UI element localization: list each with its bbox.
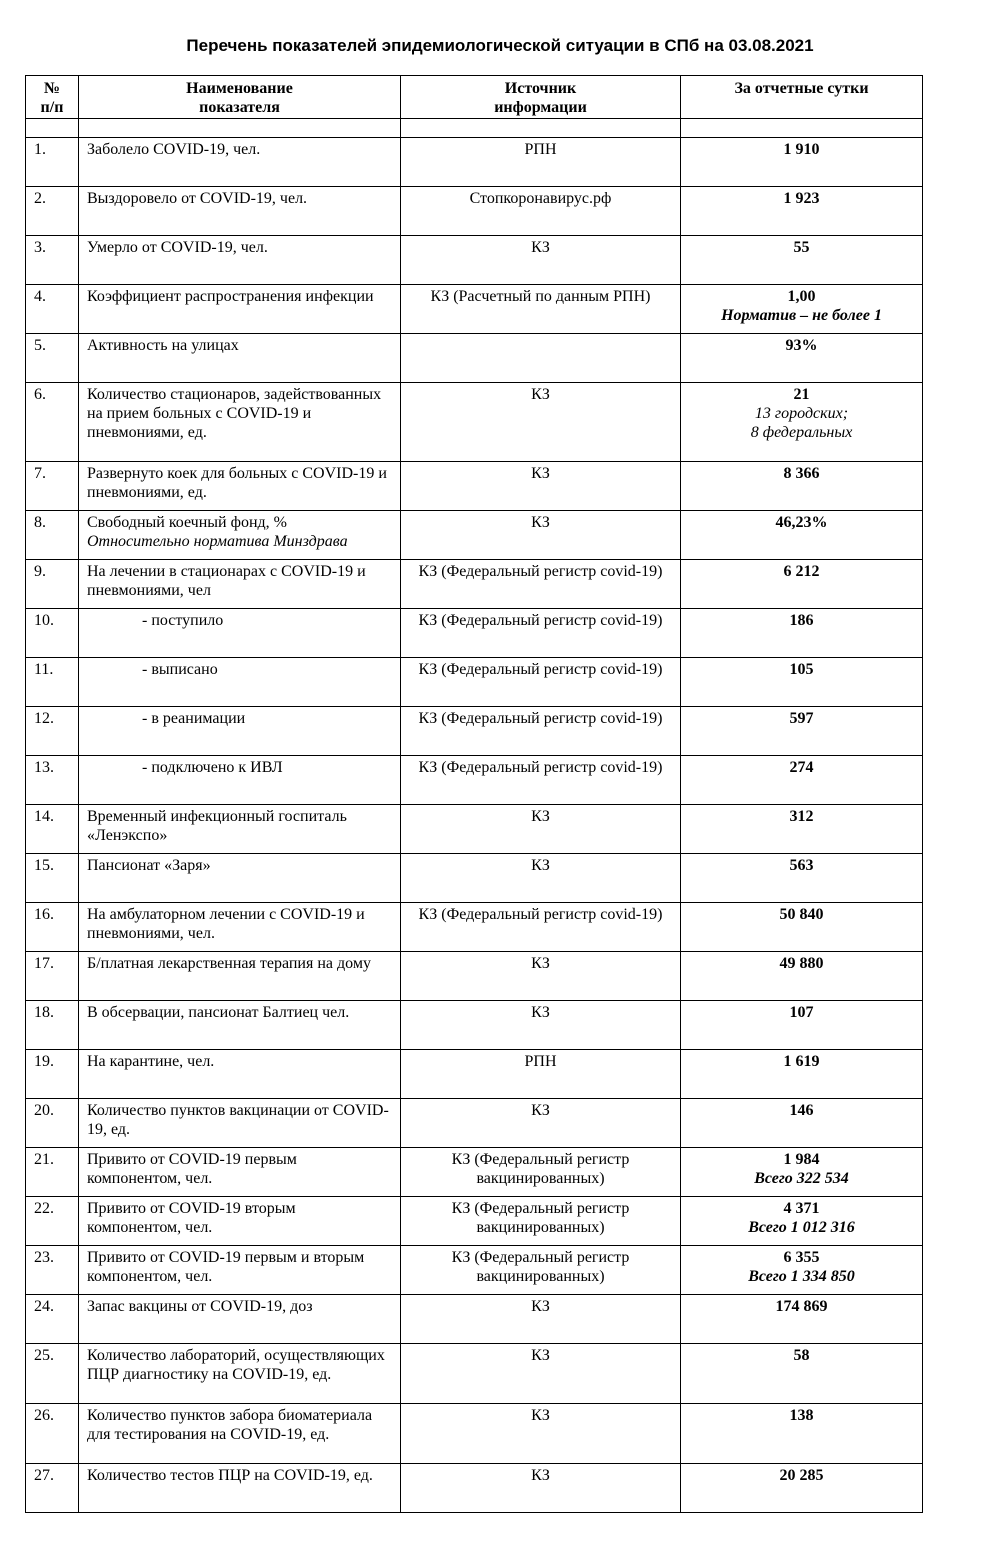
indicator-name-text: Свободный коечный фонд, % <box>87 514 287 531</box>
table-row <box>26 903 923 952</box>
row-indicator-name <box>79 609 401 658</box>
spacer-cell <box>79 119 401 138</box>
indicator-name-text: - выписано <box>142 661 218 678</box>
table-row <box>26 383 923 462</box>
row-value <box>681 138 923 187</box>
row-value <box>681 334 923 383</box>
table-row <box>26 187 923 236</box>
table-row <box>26 334 923 383</box>
indicator-name-text: - в реанимации <box>142 710 246 727</box>
row-source: КЗ (Федеральный регистр вакцинированных) <box>401 1246 681 1295</box>
row-indicator-name <box>79 658 401 707</box>
row-indicator-name <box>79 285 401 334</box>
table-row <box>26 285 923 334</box>
row-source: КЗ (Федеральный регистр covid-19) <box>401 560 681 609</box>
table-row <box>26 1246 923 1295</box>
table-row <box>26 1464 923 1513</box>
row-number: 3. <box>26 236 79 285</box>
row-indicator-name <box>79 1050 401 1099</box>
table-row <box>26 1404 923 1464</box>
row-indicator-name <box>79 1246 401 1295</box>
value-main: 1 923 <box>783 190 820 207</box>
row-indicator-name <box>79 1464 401 1513</box>
row-number: 20. <box>26 1099 79 1148</box>
table-row <box>26 1050 923 1099</box>
row-indicator-name <box>79 756 401 805</box>
row-indicator-name <box>79 1001 401 1050</box>
row-number: 6. <box>26 383 79 462</box>
value-main: 1 910 <box>783 141 820 158</box>
indicator-name-text: Запас вакцины от COVID-19, доз <box>87 1298 313 1315</box>
spacer-cell <box>401 119 681 138</box>
row-number: 22. <box>26 1197 79 1246</box>
row-indicator-name <box>79 707 401 756</box>
value-main: 563 <box>789 857 814 874</box>
header-num: № п/п <box>26 76 79 119</box>
row-number: 8. <box>26 511 79 560</box>
table-row <box>26 952 923 1001</box>
table-row <box>26 138 923 187</box>
row-value <box>681 903 923 952</box>
row-value <box>681 952 923 1001</box>
row-value <box>681 1404 923 1464</box>
value-main: 46,23% <box>775 514 828 531</box>
value-main: 105 <box>789 661 814 678</box>
row-source: КЗ (Федеральный регистр вакцинированных) <box>401 1197 681 1246</box>
row-number: 15. <box>26 854 79 903</box>
indicator-name-text: - подключено к ИВЛ <box>142 759 283 776</box>
value-main: 312 <box>789 808 814 825</box>
row-indicator-name <box>79 1099 401 1148</box>
row-source: РПН <box>401 1050 681 1099</box>
value-main: 107 <box>789 1004 814 1021</box>
row-number: 4. <box>26 285 79 334</box>
indicator-name-text: На карантине, чел. <box>87 1053 215 1070</box>
indicator-name-text: Количество пунктов вакцинации от COVID-19, ед. <box>87 1102 389 1138</box>
indicator-name-text: Количество стационаров, задействованных на прием больных с COVID-19 и пневмониями, ед. <box>87 386 382 441</box>
row-value <box>681 658 923 707</box>
table-row <box>26 1344 923 1404</box>
value-main: 597 <box>789 710 814 727</box>
row-value <box>681 462 923 511</box>
row-value <box>681 1197 923 1246</box>
value-main: 21 <box>793 386 810 403</box>
table-row <box>26 462 923 511</box>
value-main: 1 984 <box>783 1151 820 1168</box>
spacer-cell <box>681 119 923 138</box>
indicators-table <box>25 75 923 1513</box>
row-number: 14. <box>26 805 79 854</box>
header-name: Наименование показателя <box>79 76 401 119</box>
row-indicator-name <box>79 511 401 560</box>
row-source: КЗ <box>401 805 681 854</box>
value-breakdown: 13 городских; 8 федеральных <box>750 405 853 441</box>
row-number: 5. <box>26 334 79 383</box>
row-value <box>681 383 923 462</box>
row-value <box>681 1246 923 1295</box>
value-main: 4 371 <box>783 1200 820 1217</box>
row-value <box>681 236 923 285</box>
row-source: КЗ <box>401 952 681 1001</box>
header-value: За отчетные сутки <box>681 76 923 119</box>
table-row <box>26 560 923 609</box>
row-value <box>681 805 923 854</box>
row-number: 23. <box>26 1246 79 1295</box>
row-source: КЗ (Федеральный регистр covid-19) <box>401 756 681 805</box>
row-value <box>681 609 923 658</box>
row-number: 27. <box>26 1464 79 1513</box>
row-source: КЗ <box>401 1404 681 1464</box>
value-main: 1 619 <box>783 1053 820 1070</box>
row-value <box>681 1344 923 1404</box>
row-value <box>681 1295 923 1344</box>
value-main: 58 <box>793 1347 810 1364</box>
indicator-name-text: На амбулаторном лечении с COVID-19 и пневмониями, чел. <box>87 906 365 942</box>
row-source: КЗ <box>401 383 681 462</box>
indicator-name-text: Количество пунктов забора биоматериала для тестирования на COVID-19, ед. <box>87 1407 373 1443</box>
row-number: 9. <box>26 560 79 609</box>
row-source: КЗ <box>401 1464 681 1513</box>
row-number: 13. <box>26 756 79 805</box>
indicator-name-text: Временный инфекционный госпиталь «Ленэкспо» <box>87 808 347 844</box>
value-main: 8 366 <box>783 465 820 482</box>
row-indicator-name <box>79 903 401 952</box>
table-row <box>26 1295 923 1344</box>
page-title: Перечень показателей эпидемиологической ситуации в СПб на 03.08.2021 <box>186 36 814 55</box>
value-note: Норматив – не более 1 <box>721 307 882 324</box>
value-main: 6 212 <box>783 563 820 580</box>
row-source: КЗ <box>401 236 681 285</box>
row-source: КЗ (Федеральный регистр covid-19) <box>401 903 681 952</box>
row-number: 11. <box>26 658 79 707</box>
row-source: КЗ <box>401 511 681 560</box>
row-number: 24. <box>26 1295 79 1344</box>
indicator-name-text: Развернуто коек для больных с COVID-19 и пневмониями, ед. <box>87 465 387 501</box>
row-indicator-name <box>79 187 401 236</box>
table-header-row <box>26 76 923 119</box>
value-main: 50 840 <box>779 906 824 923</box>
indicator-name-text: Количество лабораторий, осуществляющих ПЦР диагностику на COVID-19, ед. <box>87 1347 385 1383</box>
indicator-name-text: Количество тестов ПЦР на COVID-19, ед. <box>87 1467 373 1484</box>
row-source: КЗ (Федеральный регистр covid-19) <box>401 609 681 658</box>
row-indicator-name <box>79 334 401 383</box>
row-value <box>681 187 923 236</box>
row-source: Стопкоронавирус.рф <box>401 187 681 236</box>
value-main: 20 285 <box>779 1467 824 1484</box>
indicator-name-text: Умерло от COVID-19, чел. <box>87 239 268 256</box>
row-number: 21. <box>26 1148 79 1197</box>
row-source: КЗ <box>401 1344 681 1404</box>
row-number: 26. <box>26 1404 79 1464</box>
row-indicator-name <box>79 1404 401 1464</box>
row-value <box>681 560 923 609</box>
row-source: КЗ <box>401 462 681 511</box>
row-value <box>681 285 923 334</box>
row-number: 19. <box>26 1050 79 1099</box>
header-spacer-row <box>26 119 923 138</box>
row-source: КЗ <box>401 1295 681 1344</box>
row-indicator-name <box>79 383 401 462</box>
row-indicator-name <box>79 805 401 854</box>
row-value <box>681 1099 923 1148</box>
table-row <box>26 805 923 854</box>
value-main: 146 <box>789 1102 814 1119</box>
indicator-name-text: - поступило <box>142 612 224 629</box>
table-row <box>26 854 923 903</box>
row-number: 1. <box>26 138 79 187</box>
row-source: РПН <box>401 138 681 187</box>
table-row <box>26 1197 923 1246</box>
value-note: Всего 1 334 850 <box>748 1268 855 1285</box>
row-value <box>681 511 923 560</box>
table-row <box>26 609 923 658</box>
value-main: 93% <box>785 337 818 354</box>
indicator-name-text: Пансионат «Заря» <box>87 857 211 874</box>
value-note: Всего 322 534 <box>754 1170 849 1187</box>
spacer-cell <box>26 119 79 138</box>
value-main: 274 <box>789 759 814 776</box>
header-source: Источник информации <box>401 76 681 119</box>
row-value <box>681 1464 923 1513</box>
value-main: 6 355 <box>783 1249 820 1266</box>
row-value <box>681 1148 923 1197</box>
value-note: Всего 1 012 316 <box>748 1219 855 1236</box>
table-row <box>26 236 923 285</box>
row-source: КЗ <box>401 1099 681 1148</box>
row-number: 18. <box>26 1001 79 1050</box>
row-number: 16. <box>26 903 79 952</box>
table-row <box>26 1099 923 1148</box>
table-row <box>26 707 923 756</box>
row-number: 25. <box>26 1344 79 1404</box>
row-number: 17. <box>26 952 79 1001</box>
row-value <box>681 1001 923 1050</box>
row-number: 12. <box>26 707 79 756</box>
indicator-name-text: Коэффициент распространения инфекции <box>87 288 374 305</box>
indicator-name-text: Заболело COVID-19, чел. <box>87 141 261 158</box>
row-source <box>401 334 681 383</box>
indicator-name-text: На лечении в стационарах с COVID-19 и пневмониями, чел <box>87 563 366 599</box>
row-source: КЗ (Расчетный по данным РПН) <box>401 285 681 334</box>
row-indicator-name <box>79 854 401 903</box>
row-indicator-name <box>79 1148 401 1197</box>
value-main: 1,00 <box>787 288 816 305</box>
table-row <box>26 511 923 560</box>
indicator-name-text: Б/платная лекарственная терапия на дому <box>87 955 371 972</box>
indicator-name-text: В обсервации, пансионат Балтиец чел. <box>87 1004 350 1021</box>
table-row <box>26 756 923 805</box>
row-indicator-name <box>79 236 401 285</box>
row-value <box>681 756 923 805</box>
row-number: 10. <box>26 609 79 658</box>
indicator-name-text: Привито от COVID-19 вторым компонентом, чел. <box>87 1200 296 1236</box>
value-main: 186 <box>789 612 814 629</box>
table-row <box>26 1148 923 1197</box>
row-indicator-name <box>79 560 401 609</box>
row-value <box>681 854 923 903</box>
row-indicator-name <box>79 952 401 1001</box>
row-source: КЗ <box>401 1001 681 1050</box>
row-indicator-name <box>79 138 401 187</box>
row-indicator-name <box>79 1295 401 1344</box>
row-source: КЗ (Федеральный регистр вакцинированных) <box>401 1148 681 1197</box>
table-row <box>26 658 923 707</box>
value-main: 55 <box>793 239 810 256</box>
table-body <box>26 138 923 1513</box>
row-indicator-name <box>79 1197 401 1246</box>
row-value <box>681 707 923 756</box>
value-main: 138 <box>789 1407 814 1424</box>
indicator-name-text: Привито от COVID-19 первым компонентом, чел. <box>87 1151 297 1187</box>
row-number: 7. <box>26 462 79 511</box>
indicator-name-note: Относительно норматива Минздрава <box>87 533 348 550</box>
indicator-name-text: Привито от COVID-19 первым и вторым компонентом, чел. <box>87 1249 365 1285</box>
row-source: КЗ (Федеральный регистр covid-19) <box>401 707 681 756</box>
indicator-name-text: Активность на улицах <box>87 337 239 354</box>
row-indicator-name <box>79 462 401 511</box>
row-value <box>681 1050 923 1099</box>
row-indicator-name <box>79 1344 401 1404</box>
indicator-name-text: Выздоровело от COVID-19, чел. <box>87 190 308 207</box>
row-source: КЗ <box>401 854 681 903</box>
table-row <box>26 1001 923 1050</box>
value-main: 174 869 <box>775 1298 828 1315</box>
row-source: КЗ (Федеральный регистр covid-19) <box>401 658 681 707</box>
row-number: 2. <box>26 187 79 236</box>
value-main: 49 880 <box>779 955 824 972</box>
